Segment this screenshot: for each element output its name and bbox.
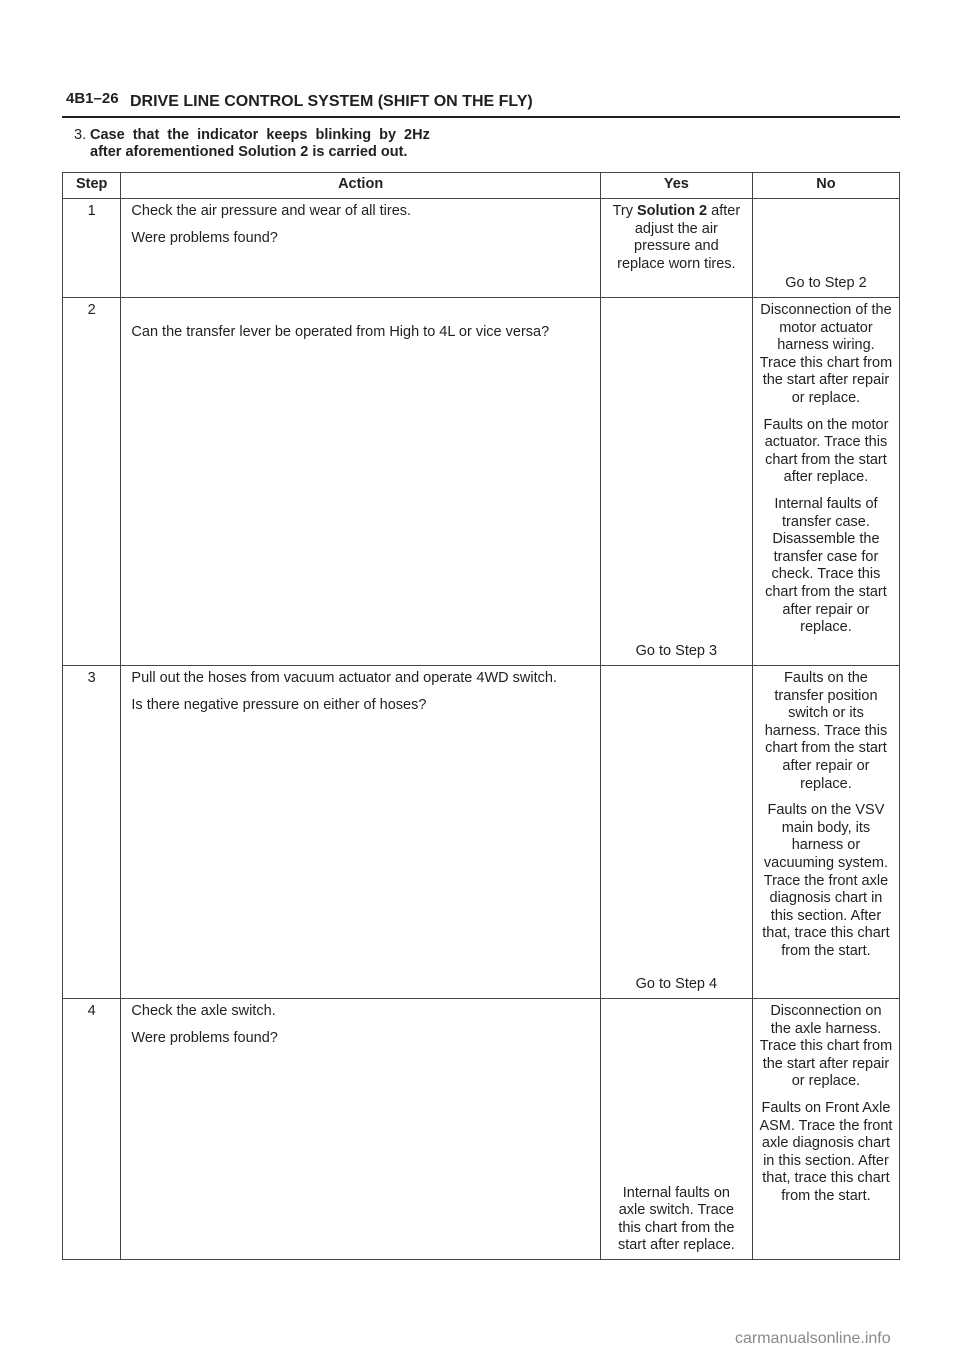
no-cell	[752, 999, 899, 1260]
no-cell	[752, 666, 899, 999]
no-text: Faults on the transfer position switch or its harness. Trace this chart from the start after repair or replace.	[764, 670, 888, 792]
watermark: carmanualsonline.info	[735, 1330, 891, 1347]
header-action: Action	[121, 173, 600, 199]
no-text: Faults on the VSV main body, its harness or vacuuming system. Trace the front axle diagnosis chart in this section. After that, trace this chart from the start.	[762, 802, 890, 959]
action-question: Were problems found?	[131, 229, 278, 246]
section-title: DRIVE LINE CONTROL SYSTEM (SHIFT ON THE FLY)	[130, 93, 533, 110]
solution-ref: Solution 2	[637, 203, 708, 219]
case-number: 3.	[74, 127, 87, 143]
yes-prefix: Try	[612, 203, 638, 219]
step-number: 3	[63, 666, 121, 999]
yes-cell: Internal faults on axle switch. Trace this chart from the start after replace.	[600, 999, 752, 1260]
yes-cell: Go to Step 3	[600, 298, 752, 666]
step-number: 4	[63, 999, 121, 1260]
table-row	[63, 298, 900, 666]
no-text: Faults on the motor actuator. Trace this chart from the start after replace.	[763, 416, 889, 486]
header-no: No	[752, 173, 899, 199]
step-number: 1	[63, 199, 121, 298]
action-text: Check the air pressure and wear of all tires.	[131, 203, 412, 219]
step-number: 2	[63, 298, 121, 666]
action-cell	[121, 199, 600, 298]
table-header-row	[63, 173, 900, 199]
action-cell	[121, 298, 600, 666]
action-question: Is there negative pressure on either of hoses?	[131, 696, 427, 713]
yes-cell	[600, 199, 752, 298]
no-text: Go to Step 2	[785, 275, 867, 292]
header-rule	[62, 116, 900, 118]
header-yes: Yes	[600, 173, 752, 199]
case-line-1: Case that the indicator keeps blinking by 2Hz	[90, 127, 430, 143]
no-text: Internal faults of transfer case. Disassemble the transfer case for check. Trace this chart from the start after repair or replace.	[765, 495, 887, 636]
table-row	[63, 199, 900, 298]
diagnosis-table	[62, 172, 900, 1260]
case-line-2: after aforementioned Solution 2 is carried out.	[90, 144, 408, 160]
table-row	[63, 666, 900, 999]
action-text: Check the axle switch.	[131, 1003, 276, 1019]
header-step: Step	[63, 173, 121, 199]
action-cell	[121, 999, 600, 1260]
case-heading	[90, 127, 430, 161]
table-row	[63, 999, 900, 1260]
action-question: Can the transfer lever be operated from High to 4L or vice versa?	[131, 324, 550, 340]
action-question: Were problems found?	[131, 1029, 278, 1046]
yes-cell: Go to Step 4	[600, 666, 752, 999]
no-text: Disconnection of the motor actuator harness wiring. Trace this chart from the start after repair or replace.	[759, 302, 893, 406]
no-cell	[752, 199, 899, 298]
page-number: 4B1–26	[66, 90, 119, 107]
no-text: Disconnection on the axle harness. Trace this chart from the start after repair or replace.	[759, 1003, 893, 1090]
yes-text: after adjust the air pressure and replace worn tires.	[617, 203, 741, 272]
no-cell	[752, 298, 899, 666]
no-text: Faults on Front Axle ASM. Trace the front axle diagnosis chart in this section. After that, trace this chart from the start.	[759, 1099, 893, 1204]
action-cell	[121, 666, 600, 999]
action-text: Pull out the hoses from vacuum actuator and operate 4WD switch.	[131, 670, 557, 686]
